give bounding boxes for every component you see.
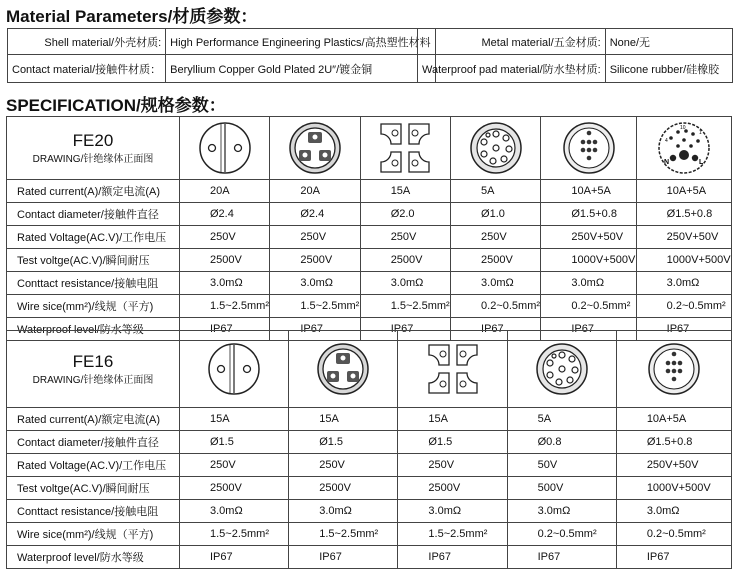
spec-value-cell: 3.0mΩ [180, 272, 270, 295]
spec-value-cell: IP67 [636, 318, 731, 341]
spec-row-label: Waterproof level/防水等级 [7, 546, 180, 569]
fe20-drawing-6 [636, 117, 731, 180]
pin-label-n: N [663, 159, 669, 166]
spec-row-label: Test voltge(AC.V)/瞬间耐压 [7, 477, 180, 500]
fe20-drawing-4 [451, 117, 541, 180]
spec-row-label: Rated current(A)/额定电流(A) [7, 408, 180, 431]
spec-value-cell: 0.2~0.5mm² [541, 295, 636, 318]
spec-value-cell: 2500V [451, 249, 541, 272]
material-table-right [417, 28, 733, 83]
spec-value-cell: 20A [270, 180, 360, 203]
fe20-drawing-label: DRAWING/针绝缘体正面图 [32, 153, 154, 165]
spec-value-cell: 250V+50V [616, 454, 731, 477]
fe20-spec-row [7, 226, 732, 249]
spec-value-cell: IP67 [289, 546, 398, 569]
spec-value-cell: 1.5~2.5mm² [289, 523, 398, 546]
spec-value-cell: IP67 [270, 318, 360, 341]
spec-value-cell: 3.0mΩ [270, 272, 360, 295]
spec-value-cell: 2500V [289, 477, 398, 500]
spec-row-label: Conttact resistance/接触电阻 [7, 272, 180, 295]
spec-value-cell: 3.0mΩ [289, 500, 398, 523]
spec-value-cell: 2500V [360, 249, 450, 272]
fe16-spec-row [7, 500, 732, 523]
fe16-drawing-1 [180, 331, 289, 408]
spec-value-cell: IP67 [398, 546, 507, 569]
spec-value-cell: 250V [451, 226, 541, 249]
spec-value-cell: 250V [270, 226, 360, 249]
spec-value-cell: 1.5~2.5mm² [360, 295, 450, 318]
spec-value-cell: IP67 [541, 318, 636, 341]
spec-value-cell: IP67 [360, 318, 450, 341]
spec-value-cell: 50V [507, 454, 616, 477]
fe16-spec-row [7, 408, 732, 431]
fe20-spec-row [7, 249, 732, 272]
spec-value-cell: Ø0.8 [507, 431, 616, 454]
spec-value-cell: 5A [507, 408, 616, 431]
spec-value-cell: Ø1.0 [451, 203, 541, 226]
spec-value-cell: 3.0mΩ [541, 272, 636, 295]
shell-material-value: High Performance Engineering Plastics/高热塑性材料 [166, 29, 435, 55]
spec-value-cell: 3.0mΩ [507, 500, 616, 523]
spec-value-cell: 10A+5A [541, 180, 636, 203]
spec-value-cell: IP67 [451, 318, 541, 341]
spec-value-cell: Ø2.4 [270, 203, 360, 226]
spec-value-cell: 15A [398, 408, 507, 431]
fe16-spec-row [7, 477, 732, 500]
fe20-model: FE20 [72, 130, 114, 150]
spec-value-cell: IP67 [616, 546, 731, 569]
fe16-drawing-5 [616, 331, 731, 408]
spec-value-cell: 3.0mΩ [636, 272, 731, 295]
spec-row-label: Rated current(A)/额定电流(A) [7, 180, 180, 203]
two-pin-face-icon [197, 120, 253, 176]
spec-value-cell: 1.5~2.5mm² [398, 523, 507, 546]
spec-value-cell: 3.0mΩ [360, 272, 450, 295]
spec-value-cell: 0.2~0.5mm² [451, 295, 541, 318]
material-table-left [7, 28, 436, 83]
spec-value-cell: 2500V [270, 249, 360, 272]
spec-value-cell: 20A [180, 180, 270, 203]
fe16-model: FE16 [72, 351, 114, 371]
spec-value-cell: 10A+5A [616, 408, 731, 431]
four-quadrant-face-icon [375, 120, 435, 176]
spec-row-label: Wire sice(mm²)/线规（平方) [7, 295, 180, 318]
fe20-drawing-2 [270, 117, 360, 180]
spec-value-cell: 15A [180, 408, 289, 431]
fe16-drawing-label: DRAWING/针绝缘体正面图 [32, 374, 154, 386]
spec-value-cell: 1.5~2.5mm² [180, 523, 289, 546]
spec-row-label: Waterproof level/防水等级 [7, 318, 180, 341]
fe16-drawing-2 [289, 331, 398, 408]
spec-value-cell: 0.2~0.5mm² [636, 295, 731, 318]
two-pin-face-icon [206, 341, 262, 397]
spec-value-cell: 250V [180, 454, 289, 477]
spec-row-label: Contact diameter/接触件直径 [7, 203, 180, 226]
fe20-spec-table [6, 116, 732, 341]
nine-pin-face-icon [534, 341, 590, 397]
spec-row-label: Test voltge(AC.V)/瞬间耐压 [7, 249, 180, 272]
fe20-drawing-3 [360, 117, 450, 180]
spec-value-cell: 15A [289, 408, 398, 431]
spec-value-cell: 2500V [180, 249, 270, 272]
spec-row-label: Rated Voltage(AC.V)/工作电压 [7, 226, 180, 249]
fe16-spec-row [7, 546, 732, 569]
pin-label-l: L [698, 159, 704, 166]
spec-value-cell: 250V [360, 226, 450, 249]
three-pin-ground-face-icon [315, 341, 371, 397]
spec-row-label: Conttact resistance/接触电阻 [7, 500, 180, 523]
spec-value-cell: Ø1.5+0.8 [616, 431, 731, 454]
spec-value-cell: IP67 [180, 318, 270, 341]
spec-value-cell: 2500V [180, 477, 289, 500]
spec-value-cell: IP67 [180, 546, 289, 569]
three-pin-ground-face-icon [287, 120, 343, 176]
spec-value-cell: 250V [398, 454, 507, 477]
spec-value-cell: 3.0mΩ [616, 500, 731, 523]
fe20-spec-row [7, 203, 732, 226]
spec-value-cell: Ø1.5 [289, 431, 398, 454]
fe16-spec-row [7, 523, 732, 546]
fe16-spec-table [6, 330, 732, 569]
spec-value-cell: 250V+50V [636, 226, 731, 249]
spec-value-cell: 3.0mΩ [451, 272, 541, 295]
spec-value-cell: 1000V+500V [541, 249, 636, 272]
fe20-title-cell [7, 117, 180, 180]
fe16-spec-row [7, 431, 732, 454]
contact-material-value: Beryllium Copper Gold Plated 2U″/镀金铜 [166, 55, 435, 83]
waterproof-pad-label: Waterproof pad material/防水垫材质: [418, 55, 606, 83]
spec-value-cell: 5A [451, 180, 541, 203]
eight-pin-face-icon [561, 120, 617, 176]
spec-value-cell: Ø1.5 [398, 431, 507, 454]
spec-value-cell: IP67 [507, 546, 616, 569]
spec-value-cell: 15A [360, 180, 450, 203]
pin-label-4: 4 [664, 138, 668, 144]
spec-row-label: Contact diameter/接触件直径 [7, 431, 180, 454]
metal-material-label: Metal material/五金材质: [418, 29, 606, 55]
spec-value-cell: 3.0mΩ [398, 500, 507, 523]
fe16-spec-row [7, 454, 732, 477]
pin-label-1: 1 [698, 130, 702, 136]
spec-value-cell: Ø1.5+0.8 [636, 203, 731, 226]
contact-material-label: Contact material/接触件材质： [8, 55, 166, 83]
fe20-drawing-1 [180, 117, 270, 180]
shell-material-label: Shell material/外壳材质: [8, 29, 166, 55]
fe16-drawing-3 [398, 331, 507, 408]
power-signal-face-icon [656, 120, 712, 176]
spec-value-cell: 0.2~0.5mm² [616, 523, 731, 546]
spec-value-cell: 0.2~0.5mm² [507, 523, 616, 546]
spec-value-cell: 1.5~2.5mm² [180, 295, 270, 318]
material-heading: Material Parameters/材质参数： [6, 7, 258, 26]
fe20-spec-row [7, 180, 732, 203]
spec-value-cell: 2500V [398, 477, 507, 500]
spec-value-cell: Ø1.5+0.8 [541, 203, 636, 226]
spec-value-cell: 1000V+500V [616, 477, 731, 500]
fe16-title-cell [7, 331, 180, 408]
spec-value-cell: Ø2.4 [180, 203, 270, 226]
spec-value-cell: 1000V+500V [636, 249, 731, 272]
nine-pin-face-icon [468, 120, 524, 176]
spec-value-cell: 3.0mΩ [180, 500, 289, 523]
fe16-drawing-4 [507, 331, 616, 408]
spec-value-cell: 250V [180, 226, 270, 249]
pin-label-10: 10 [679, 125, 686, 131]
waterproof-pad-value: Silicone rubber/硅橡胶 [605, 55, 732, 83]
spec-heading: SPECIFICATION/规格参数： [6, 96, 226, 115]
four-quadrant-face-icon [423, 341, 483, 397]
fe20-spec-row [7, 295, 732, 318]
spec-value-cell: 10A+5A [636, 180, 731, 203]
spec-value-cell: 500V [507, 477, 616, 500]
spec-value-cell: Ø2.0 [360, 203, 450, 226]
fe20-spec-row [7, 272, 732, 295]
fe20-drawing-5 [541, 117, 636, 180]
spec-value-cell: Ø1.5 [180, 431, 289, 454]
spec-value-cell: 250V [289, 454, 398, 477]
spec-value-cell: 250V+50V [541, 226, 636, 249]
eight-pin-face-icon [646, 341, 702, 397]
spec-row-label: Wire sice(mm²)/线规（平方) [7, 523, 180, 546]
spec-value-cell: 1.5~2.5mm² [270, 295, 360, 318]
spec-row-label: Rated Voltage(AC.V)/工作电压 [7, 454, 180, 477]
metal-material-value: None/无 [605, 29, 732, 55]
